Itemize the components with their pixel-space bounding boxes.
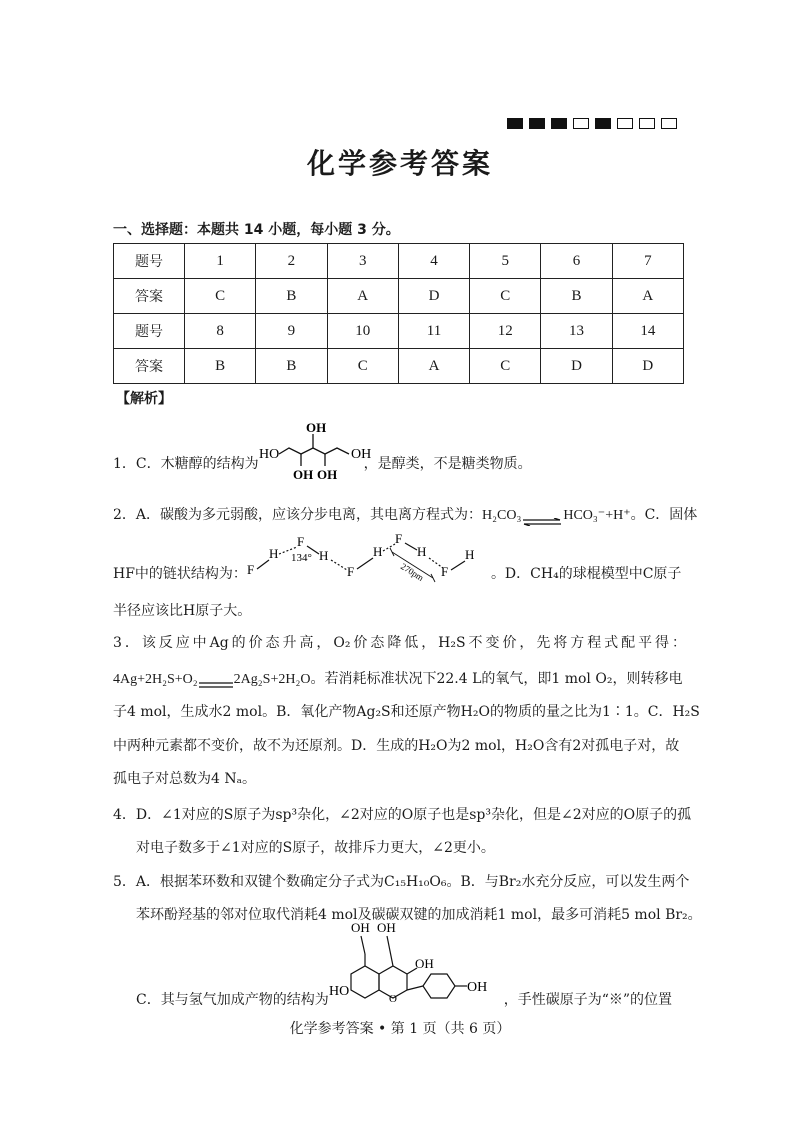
q2-line-1	[113, 505, 697, 526]
equilibrium-arrow-icon	[522, 512, 562, 518]
table-cell: 12	[470, 314, 541, 349]
q2-tail: 。C．固体	[630, 507, 698, 523]
hf-atom-h-2: H	[318, 548, 329, 563]
q5-line-2: 苯环酚羟基的邻对位取代消耗4 mol及碳碳双键的加成消耗1 mol，最多可消耗5 mol Br₂。	[136, 907, 702, 923]
row-label: 题号	[114, 314, 185, 349]
table-cell: 4	[398, 244, 469, 279]
table-cell: D	[541, 349, 612, 384]
row-label: 答案	[114, 349, 185, 384]
table-cell: 1	[185, 244, 256, 279]
q5-line-3	[136, 920, 673, 1010]
table-row	[114, 244, 684, 279]
xylitol-structure	[258, 420, 371, 482]
marker-box	[595, 118, 611, 129]
table-cell: B	[185, 349, 256, 384]
table-cell: 9	[256, 314, 327, 349]
table-cell: D	[612, 349, 683, 384]
q5-line3-suffix: ，手性碳原子为“※”的位置	[503, 992, 673, 1008]
table-row	[114, 279, 684, 314]
table-cell: C	[327, 349, 398, 384]
q5-oh-ring: OH	[414, 956, 434, 971]
hf-chain-structure	[246, 531, 491, 583]
q1-prefix: 1．C．木糖醇的结构为	[113, 456, 259, 472]
marker-box	[529, 118, 545, 129]
hf-angle-label: 134°	[290, 552, 312, 564]
marker-box	[617, 118, 633, 129]
q2-text: 2．A．碳酸为多元弱酸，应该分步电离，其电离方程式为：	[113, 507, 483, 523]
q5-line3-prefix: C．其与氢气加成产物的结构为	[136, 992, 329, 1008]
q2-line2-suffix: 。D．CH₄的球棍模型中C原子	[490, 566, 682, 582]
q1-oh-right: OH	[350, 447, 371, 462]
table-cell: 3	[327, 244, 398, 279]
q3-line-1: 3．该反应中Ag的价态升高，O₂价态降低，H₂S不变价，先将方程式配平得：	[113, 635, 686, 651]
q2-line-2	[113, 531, 682, 584]
table-cell: 13	[541, 314, 612, 349]
table-cell: D	[398, 279, 469, 314]
q4-line-1: 4．D．∠1对应的S原子为sp³杂化，∠2对应的O原子也是sp³杂化，但是∠2对应的O原子的孤	[113, 807, 692, 823]
q1-oh-bottom-2: OH	[316, 467, 337, 482]
table-cell: A	[327, 279, 398, 314]
q1-line	[113, 420, 532, 482]
table-cell: C	[185, 279, 256, 314]
table-cell: 8	[185, 314, 256, 349]
table-cell: A	[612, 279, 683, 314]
hf-atom-h-1: H	[268, 546, 279, 561]
q1-suffix: ，是醇类，不是糖类物质。	[363, 456, 532, 472]
q1-ho-left: HO	[258, 447, 279, 462]
q3-line2-rest: 。若消耗标准状况下22.4 L的氧气，即1 mol O₂，则转移电	[310, 671, 683, 687]
table-cell: 11	[398, 314, 469, 349]
table-cell: A	[398, 349, 469, 384]
table-cell: 7	[612, 244, 683, 279]
q1-oh-top: OH	[305, 420, 326, 435]
marker-box	[551, 118, 567, 129]
q3-eq-left: 4Ag+2H₂S+O₂	[113, 672, 198, 687]
hf-atom-f-5: F	[440, 564, 449, 579]
table-cell: B	[541, 279, 612, 314]
table-cell: B	[256, 349, 327, 384]
table-cell: B	[256, 279, 327, 314]
analysis-heading: 【解析】	[116, 391, 172, 407]
q5-ho-left: HO	[328, 984, 349, 999]
row-label: 题号	[114, 244, 185, 279]
hf-atom-f-2: F	[296, 534, 305, 549]
q3-line-4: 中两种元素都不变价，故不为还原剂。D．生成的H₂O为2 mol，H₂O含有2对孤电子对，故	[113, 738, 680, 754]
q5-oh-top-2: OH	[376, 920, 396, 935]
table-row	[114, 349, 684, 384]
hf-atom-f-3: F	[346, 564, 355, 579]
page-marker-boxes	[507, 118, 677, 129]
hf-atom-h-5: H	[464, 547, 475, 562]
table-cell: 5	[470, 244, 541, 279]
q5-ring-o: O	[388, 993, 397, 1005]
page-footer: 化学参考答案 • 第 1 页（共 6 页）	[289, 1021, 511, 1037]
table-cell: 2	[256, 244, 327, 279]
table-cell: 6	[541, 244, 612, 279]
section-heading: 一、选择题：本题共 14 小题，每小题 3 分。	[113, 222, 400, 238]
marker-box	[507, 118, 523, 129]
page-title: 化学参考答案	[306, 147, 493, 180]
hf-atom-h-4: H	[416, 544, 427, 559]
table-cell: C	[470, 349, 541, 384]
marker-box	[639, 118, 655, 129]
q2-eq-left: H₂CO₃	[482, 508, 522, 523]
q3-line-2	[113, 669, 682, 690]
table-cell: 10	[327, 314, 398, 349]
row-label: 答案	[114, 279, 185, 314]
q5-oh-top-1: OH	[350, 920, 370, 935]
q4-line-2: 对电子数多于∠1对应的S原子，故排斥力更大，∠2更小。	[136, 840, 495, 856]
q3-eq-right: 2Ag₂S+2H₂O	[233, 672, 311, 687]
marker-box	[573, 118, 589, 129]
marker-box	[661, 118, 677, 129]
hf-distance-label: 270pm	[398, 561, 426, 583]
answer-table	[113, 243, 684, 384]
q2-eq-right: HCO₃⁻+H⁺	[563, 508, 631, 523]
q1-oh-bottom-1: OH	[292, 467, 313, 482]
q3-line-5: 孤电子对总数为4 Nₐ。	[113, 771, 257, 787]
q2-line2-prefix: HF中的链状结构为：	[113, 566, 247, 582]
table-cell: 14	[612, 314, 683, 349]
equals-sign-icon	[198, 675, 234, 683]
q3-line-3: 子4 mol，生成水2 mol。B．氧化产物Ag₂S和还原产物H₂O的物质的量之比为1∶1。C．H₂S	[113, 704, 700, 720]
hf-atom-f-4: F	[394, 531, 403, 546]
hf-atom-f-1: F	[246, 562, 255, 577]
hf-atom-h-3: H	[372, 544, 383, 559]
table-row	[114, 314, 684, 349]
q5-line-1: 5．A．根据苯环数和双键个数确定分子式为C₁₅H₁₀O₆。B．与Br₂水充分反应，可以发生两个	[113, 874, 690, 890]
q2-line-3: 半径应该比H原子大。	[113, 603, 252, 619]
hydrogenated-product-structure	[328, 920, 504, 1005]
table-cell: C	[470, 279, 541, 314]
q5-oh-far: OH	[466, 980, 487, 995]
